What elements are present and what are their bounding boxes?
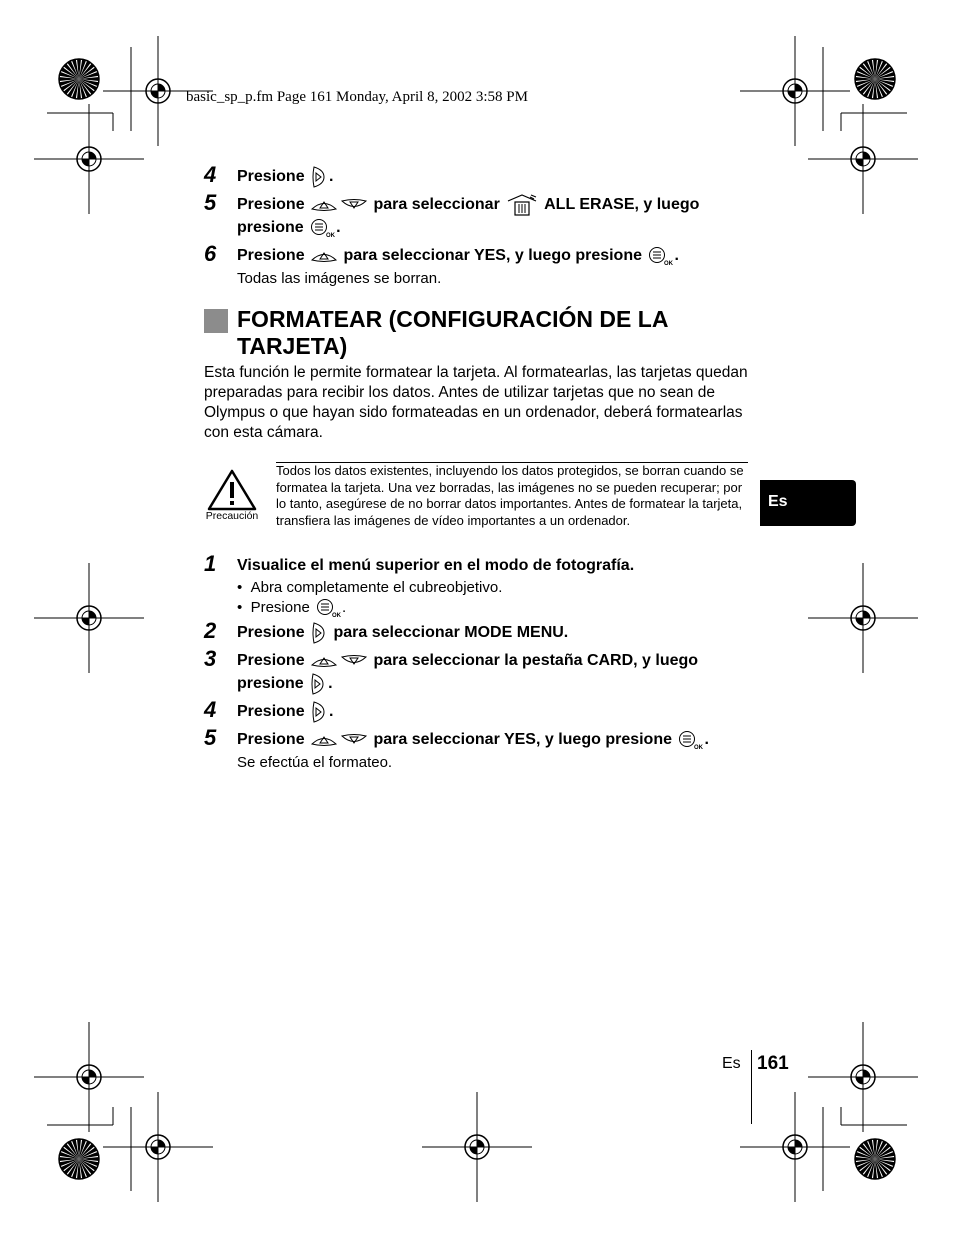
page-number: 161 [757, 1053, 789, 1074]
right-arrow-button-icon [311, 700, 327, 724]
section-paragraph: Esta función le permite formatear la tarjeta. Al formatearlas, las tarjetas quedan preparadas para recibir los datos. Antes de utilizar tarjetas que no sean de Olympus o que hayan sido formateadas en un ordenador, deberá formatearlas con esta cámara. [204, 364, 748, 441]
up-arrow-button-icon [311, 653, 337, 669]
step-number: 6 [204, 241, 217, 266]
step-text-continued: presione . [237, 672, 333, 696]
down-arrow-button-icon [341, 653, 367, 669]
step-text: Presione para seleccionar YES, y luego presione OK . [237, 247, 679, 267]
step-number: 4 [204, 162, 217, 187]
step-number: 4 [204, 697, 217, 722]
up-arrow-button-icon [311, 732, 337, 748]
step-text: Presione para seleccionar MODE MENU. [237, 621, 568, 645]
svg-text:OK: OK [326, 232, 336, 239]
step-text: Presione para seleccionar ALL ERASE, y luego [237, 193, 699, 217]
svg-text:OK: OK [694, 744, 704, 751]
file-header: basic_sp_p.fm Page 161 Monday, April 8, 2002 3:58 PM [186, 89, 528, 105]
right-arrow-button-icon [311, 165, 327, 189]
svg-text:OK: OK [331, 613, 341, 620]
step-text: Presione para seleccionar YES, y luego presione OK . [237, 731, 709, 751]
footer-language: Es [722, 1055, 741, 1072]
step-text: Visualice el menú superior en el modo de fotografía. [237, 557, 635, 574]
right-arrow-button-icon [311, 621, 327, 645]
caution-label: Precaución [205, 510, 259, 522]
up-arrow-button-icon [311, 248, 337, 264]
step-number: 5 [204, 190, 217, 215]
section-title: FORMATEAR (CONFIGURACIÓN DE LA TARJETA) [237, 306, 668, 359]
language-tab [760, 480, 856, 526]
step-note: Todas las imágenes se borran. [237, 270, 442, 287]
step-number: 2 [204, 618, 217, 643]
right-arrow-button-icon [310, 672, 326, 696]
svg-text:OK: OK [664, 260, 674, 267]
step-note: Se efectúa el formateo. [237, 754, 393, 771]
bullet-item: • Presione OK . [237, 599, 347, 620]
ok-menu-button-icon [310, 218, 334, 238]
bullet-item: • Abra completamente el cubreobjetivo. [237, 579, 503, 596]
step-number: 5 [204, 725, 217, 750]
down-arrow-button-icon [341, 197, 367, 213]
step-label: Presione [237, 168, 305, 186]
step-number: 1 [204, 551, 217, 576]
step-text: Presione para seleccionar la pestaña CARD, y luego [237, 652, 699, 669]
down-arrow-button-icon [341, 732, 367, 748]
step-text-continued: presione OK . [237, 219, 341, 239]
ok-menu-button-icon [678, 730, 702, 750]
step-text: Presione . [237, 700, 334, 724]
language-tab-label: Es [768, 493, 788, 510]
ok-menu-button-icon [316, 598, 340, 618]
section-marker [204, 309, 228, 333]
step-text: Presione . [237, 165, 334, 189]
all-erase-trash-icon [506, 193, 538, 217]
footer-rule [751, 1050, 752, 1124]
step-number: 3 [204, 646, 217, 671]
up-arrow-button-icon [311, 197, 337, 213]
ok-menu-button-icon [648, 246, 672, 266]
caution-text: Todos los datos existentes, incluyendo los datos protegidos, se borran cuando se formatea la tarjeta. Una vez borradas, las imágenes no se pueden recuperar; por lo tanto, asegúrese de no borrar datos importantes. Antes de formatear la tarjeta, transfiera las imágenes de vídeo importantes a un ordenador. [276, 463, 744, 528]
